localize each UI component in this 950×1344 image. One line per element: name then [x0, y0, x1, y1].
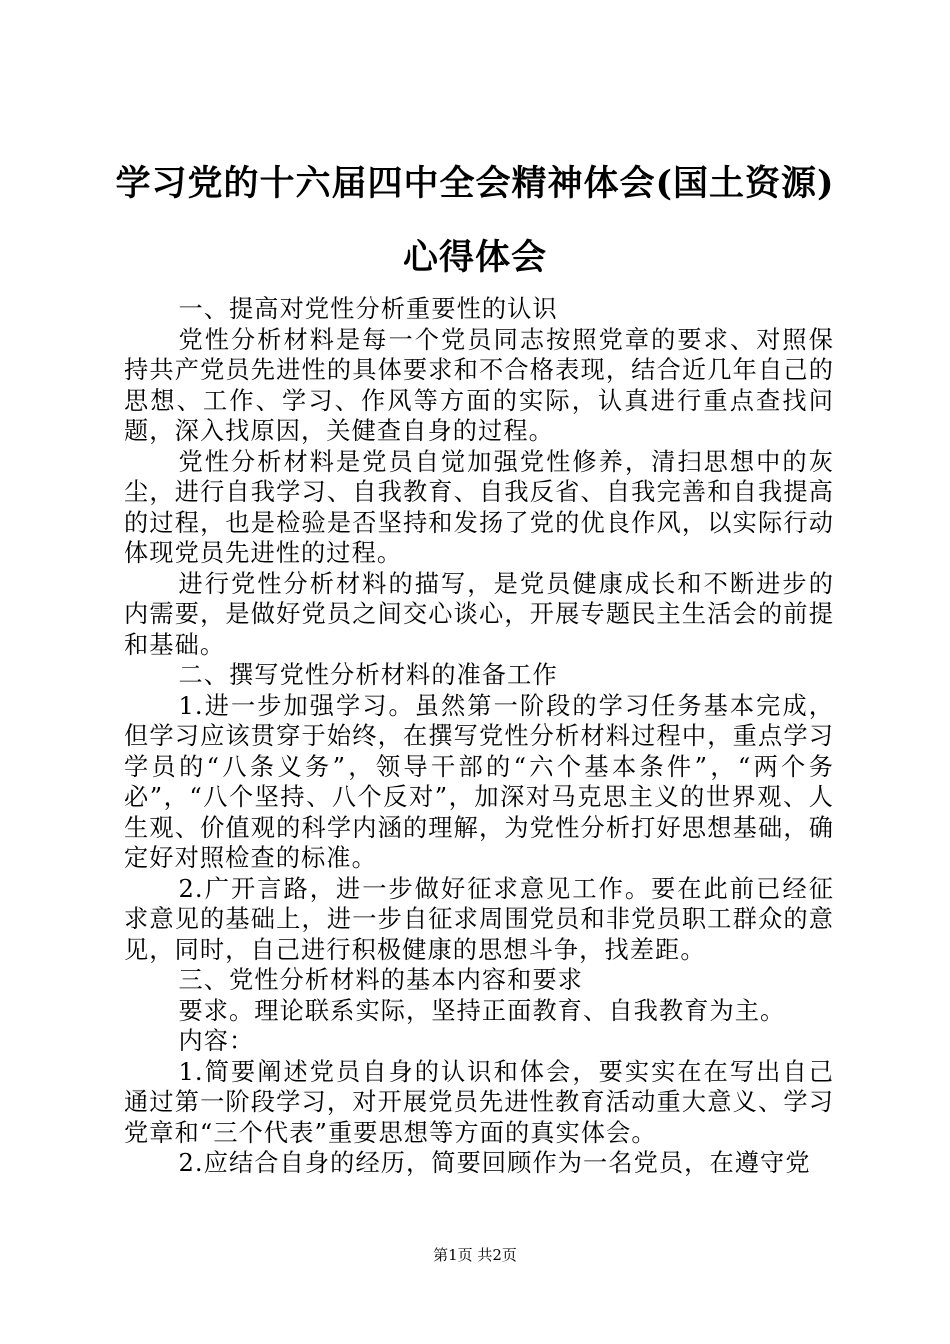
paragraph: 2.应结合自身的经历，简要回顾作为一名党员，在遵守党 [178, 1149, 811, 1177]
section-heading-3: 三、党性分析材料的基本内容和要求 [178, 966, 584, 994]
paragraph: 党性分析材料是党员自觉加强党性修养，清扫思想中的灰尘，进行自我学习、自我教育、自我反省、自我完善和自我提高的过程，也是检验是否坚持和发扬了党的优良作风，以实际行动体现党员先进性的过程。 [124, 447, 834, 567]
paragraph: 内容： [178, 1027, 255, 1055]
page-footer: 第1页 共2页 [433, 1246, 517, 1264]
paragraph: 要求。理论联系实际，坚持正面教育、自我教育为主。 [178, 996, 786, 1025]
section-heading-2: 二、撰写党性分析材料的准备工作 [178, 661, 558, 689]
document-title-line-1: 学习党的十六届四中全会精神体会(国土资源) [115, 163, 835, 204]
document-body [124, 294, 834, 1179]
paragraph: 1.简要阐述党员自身的认识和体会，要实实在在写出自己通过第一阶段学习，对开展党员先进性教育活动重大意义、学习党章和“三个代表”重要思想等方面的真实体会。 [124, 1057, 834, 1147]
paragraph: 2.广开言路，进一步做好征求意见工作。要在此前已经征求意见的基础上，进一步自征求周围党员和非党员职工群众的意见，同时，自己进行积极健康的思想斗争，找差距。 [124, 874, 834, 964]
section-heading-1: 一、提高对党性分析重要性的认识 [178, 295, 558, 323]
paragraph: 1.进一步加强学习。虽然第一阶段的学习任务基本完成，但学习应该贯穿于始终，在撰写党性分析材料过程中，重点学习学员的“八条义务”，领导干部的“六个基本条件”，“两个务必”，“八个坚持、八个反对”，加深对马克思主义的世界观、人生观、价值观的科学内涵的理解，为党性分析打好思想基础，确定好对照检查的标准。 [124, 691, 834, 872]
document-title-line-2: 心得体会 [402, 237, 547, 278]
paragraph: 进行党性分析材料的描写，是党员健康成长和不断进步的内需要，是做好党员之间交心谈心，开展专题民主生活会的前提和基础。 [124, 569, 834, 659]
paragraph: 党性分析材料是每一个党员同志按照党章的要求、对照保持共产党员先进性的具体要求和不合格表现，结合近几年自己的思想、工作、学习、作风等方面的实际，认真进行重点查找问题，深入找原因，关健查自身的过程。 [124, 325, 834, 445]
